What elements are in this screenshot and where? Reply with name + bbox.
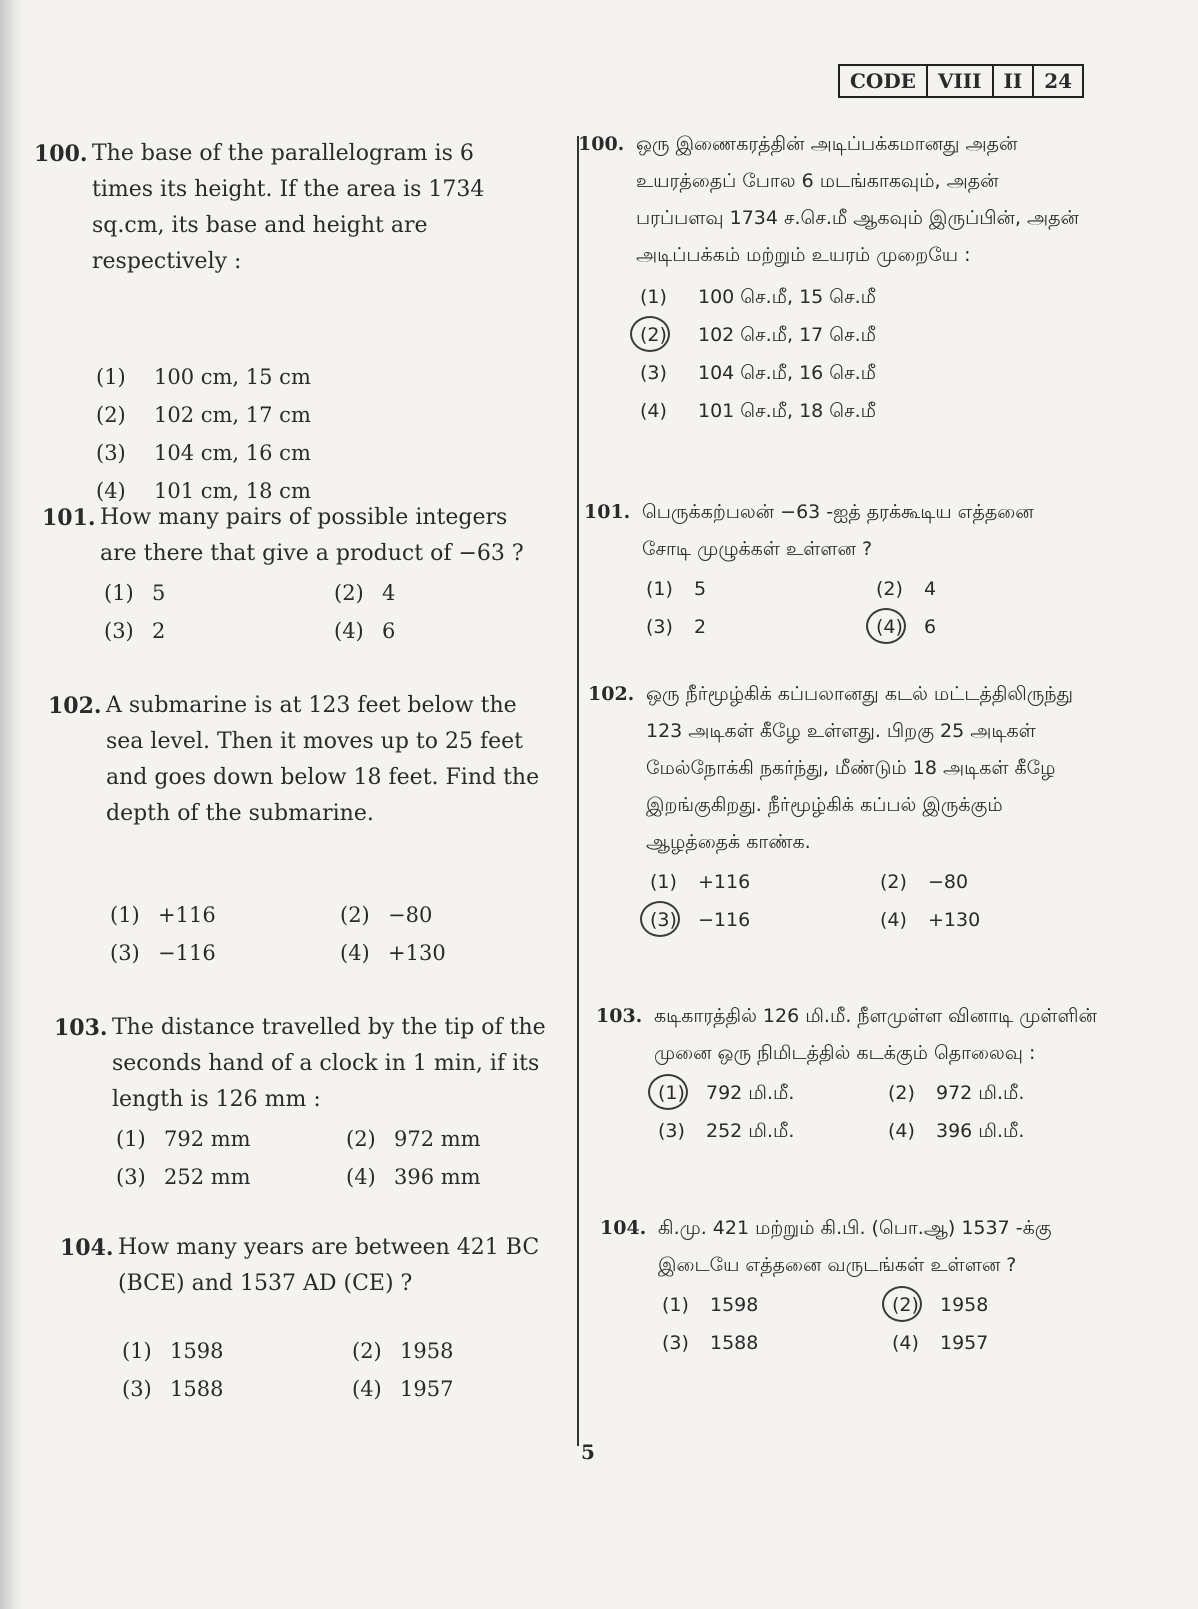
question-number: 100. xyxy=(578,133,625,155)
option[interactable]: (2) −80 xyxy=(880,871,969,893)
question-number: 102. xyxy=(588,683,635,705)
options-grid xyxy=(658,1074,1116,1150)
option[interactable]: (4) 396 மி.மீ. xyxy=(888,1120,1025,1142)
question-ta-103 xyxy=(596,998,1116,1150)
options-grid xyxy=(110,896,553,972)
option[interactable]: (4) +130 xyxy=(340,941,446,965)
question-number: 103. xyxy=(596,1005,643,1027)
option[interactable]: (4) 6 xyxy=(334,619,396,643)
question-number: 101. xyxy=(42,505,96,531)
question-number: 101. xyxy=(584,501,631,523)
question-number: 100. xyxy=(34,141,88,167)
option[interactable]: (3) 1588 xyxy=(662,1332,759,1354)
question-text: கி.மு. 421 மற்றும் கி.பி. (பொ.ஆ) 1537 -க்கு இடையே எத்தனை வருடங்கள் உள்ளன ? xyxy=(658,1217,1052,1276)
option[interactable]: (3) 104 cm, 16 cm xyxy=(96,441,311,465)
answer-mark-circle xyxy=(648,1074,688,1110)
question-text: பெருக்கற்பலன் −63 -ஐத் தரக்கூடிய எத்தனை சோடி முழுக்கள் உள்ளன ? xyxy=(642,501,1034,560)
options-grid xyxy=(116,1120,559,1196)
question-en-102 xyxy=(48,688,553,972)
options-grid xyxy=(122,1332,560,1408)
question-text: A submarine is at 123 feet below the sea level. Then it moves up to 25 feet and goes down below 18 feet. Find the depth of the submarine. xyxy=(106,693,540,826)
question-text: How many years are between 421 BC (BCE) and 1537 AD (CE) ? xyxy=(118,1235,540,1296)
question-en-100 xyxy=(34,136,539,510)
option[interactable]: (3) 2 xyxy=(104,619,166,643)
option[interactable]: (2) −80 xyxy=(340,903,433,927)
question-text: The base of the parallelogram is 6 times its height. If the area is 1734 sq.cm, its base and height are respectively : xyxy=(92,141,485,274)
question-ta-100 xyxy=(578,126,1098,430)
option[interactable]: (4) 1957 xyxy=(352,1377,454,1401)
options-grid xyxy=(646,570,1104,646)
answer-mark-circle xyxy=(882,1286,922,1322)
answer-mark-circle xyxy=(630,316,670,352)
option-marked[interactable]: (2) 102 செ.மீ, 17 செ.மீ xyxy=(640,316,1098,354)
question-en-101 xyxy=(42,500,547,650)
question-text: ஒரு இணைகரத்தின் அடிப்பக்கமானது அதன் உயரத்தைப் போல 6 மடங்காகவும், அதன் பரப்பளவு 1734 ச.செ.மீ ஆகவும் இருப்பின், அதன் அடிப்பக்கம் மற்றும் உயரம் முறையே : xyxy=(636,133,1079,266)
option[interactable]: (4) 1957 xyxy=(892,1332,989,1354)
options-grid xyxy=(104,574,547,650)
scan-shadow xyxy=(0,0,22,1609)
option[interactable]: (1) 1598 xyxy=(122,1339,224,1363)
option-marked[interactable]: (2) 1958 xyxy=(892,1286,1122,1324)
option[interactable]: (1) +116 xyxy=(110,903,216,927)
option[interactable]: (1) 100 செ.மீ, 15 செ.மீ xyxy=(640,286,876,308)
option[interactable]: (2) 4 xyxy=(334,581,396,605)
option[interactable]: (3) 252 mm xyxy=(116,1165,251,1189)
option[interactable]: (4) 101 cm, 18 cm xyxy=(96,479,311,503)
options-grid xyxy=(650,863,1108,939)
option[interactable]: (3) 1588 xyxy=(122,1377,224,1401)
question-ta-104 xyxy=(600,1210,1120,1362)
options-list xyxy=(640,278,1098,430)
option-marked[interactable]: (3) −116 xyxy=(650,901,880,939)
option[interactable]: (3) 104 செ.மீ, 16 செ.மீ xyxy=(640,362,876,384)
option-marked[interactable]: (1) 792 மி.மீ. xyxy=(658,1074,888,1112)
options-list xyxy=(96,358,539,510)
question-text: How many pairs of possible integers are there that give a product of −63 ? xyxy=(100,505,524,566)
option[interactable]: (4) +130 xyxy=(880,909,981,931)
option[interactable]: (1) 5 xyxy=(646,578,707,600)
answer-mark-circle xyxy=(640,901,680,937)
option[interactable]: (1) 1598 xyxy=(662,1294,759,1316)
option[interactable]: (1) 5 xyxy=(104,581,166,605)
code-number: 24 xyxy=(1044,69,1073,93)
option[interactable]: (1) 792 mm xyxy=(116,1127,251,1151)
option[interactable]: (1) 100 cm, 15 cm xyxy=(96,365,311,389)
option[interactable]: (2) 972 மி.மீ. xyxy=(888,1082,1025,1104)
answer-mark-circle xyxy=(866,608,906,644)
option[interactable]: (3) 252 மி.மீ. xyxy=(658,1120,795,1142)
question-text: கடிகாரத்தில் 126 மி.மீ. நீளமுள்ள வினாடி முள்ளின் முனை ஒரு நிமிடத்தில் கடக்கும் தொலைவு : xyxy=(654,1005,1097,1064)
question-ta-102 xyxy=(588,676,1108,939)
code-box xyxy=(838,64,1084,98)
option[interactable]: (4) 101 செ.மீ, 18 செ.மீ xyxy=(640,400,876,422)
question-ta-101 xyxy=(584,494,1104,646)
question-text: The distance travelled by the tip of the seconds hand of a clock in 1 min, if its length is 126 mm : xyxy=(112,1015,546,1112)
option-marked[interactable]: (4) 6 xyxy=(876,608,1106,646)
code-paper: II xyxy=(994,66,1035,96)
question-number: 104. xyxy=(600,1217,647,1239)
option[interactable]: (2) 102 cm, 17 cm xyxy=(96,403,311,427)
code-class: VIII xyxy=(928,66,994,96)
option[interactable]: (3) −116 xyxy=(110,941,216,965)
question-number: 103. xyxy=(54,1015,108,1041)
option[interactable]: (4) 396 mm xyxy=(346,1165,481,1189)
question-number: 102. xyxy=(48,693,102,719)
option[interactable]: (2) 4 xyxy=(876,578,937,600)
option[interactable]: (2) 972 mm xyxy=(346,1127,481,1151)
question-en-104 xyxy=(60,1230,560,1408)
code-label: CODE xyxy=(840,66,928,96)
question-text: ஒரு நீர்மூழ்கிக் கப்பலானது கடல் மட்டத்திலிருந்து 123 அடிகள் கீழே உள்ளது. பிறகு 25 அடிகள் மேல்நோக்கி நகர்ந்து, மீண்டும் 18 அடிகள் கீழே இறங்குகிறது. நீர்மூழ்கிக் கப்பல் இருக்கும் ஆழத்தைக் காண்க. xyxy=(646,683,1074,853)
page-number: 5 xyxy=(581,1440,595,1464)
option[interactable]: (2) 1958 xyxy=(352,1339,454,1363)
option[interactable]: (3) 2 xyxy=(646,616,707,638)
options-grid xyxy=(662,1286,1120,1362)
option[interactable]: (1) +116 xyxy=(650,871,751,893)
question-en-103 xyxy=(54,1010,559,1196)
question-number: 104. xyxy=(60,1235,114,1261)
